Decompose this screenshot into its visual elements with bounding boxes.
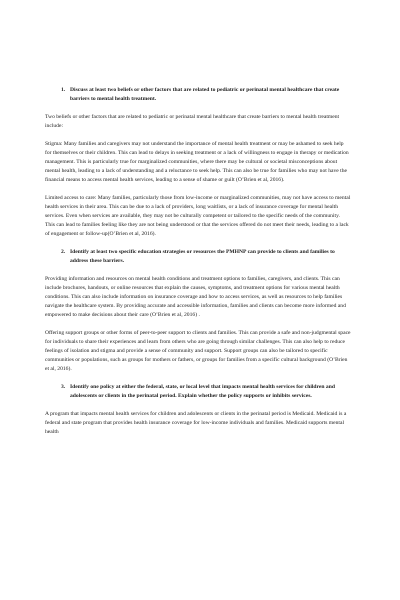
paragraph-stigma: Stigma: Many families and caregivers may not understand the importance of mental health treatment or may be ashamed to seek help for themselves or their children. This can lead to delays in seeking treatment or a lack of willingness to engage in therapy or medication management. This is particularly true for marginalized communities, where there may be cultural or societal misconceptions about mental health, leading to a lack of understanding and a reluctance to seek help. This can also be true for families who may not have the financial means to access mental health services, leading to a sense of shame or guilt (O’Brien et al, 2016). <box>45 141 349 183</box>
question-2-number: 2. <box>61 249 66 255</box>
question-1 <box>61 86 351 104</box>
question-2-text: Identify at least two specific education strategies or resources the PMHNP can provide to clients and families to address these barriers. <box>70 249 335 264</box>
question-2 <box>61 248 351 266</box>
paragraph-medicaid: A program that impacts mental health services for children and adolescents or clients in the perinatal period is Medicaid. Medicaid is a federal and state program that provides health insurance coverage for low-income individuals and families. Medicaid supports mental health <box>45 411 347 435</box>
question-3 <box>61 383 351 401</box>
paragraph-support-groups: Offering support groups or other forms of peer-to-peer support to clients and families. This can provide a safe and non-judgmental space for individuals to share their experiences and learn from others who are going through similar challenges. This can also help to reduce feelings of isolation and stigma and provide a sense of community and support. Support groups can also be tailored to specific communities or populations, such as groups for mothers or fathers, or groups for families from a specific cultural background (O’Brien et al, 2016). <box>45 330 351 372</box>
paragraph-intro: Two beliefs or other factors that are related to pediatric or perinatal mental healthcare that create barriers to mental health treatment include: <box>45 114 340 129</box>
question-1-number: 1. <box>61 87 66 93</box>
paragraph-limited-access: Limited access to care: Many families, particularly those from low-income or marginalized communities, may not have access to mental health services in their area. This can be due to a lack of providers, long waitlists, or a lack of insurance coverage for mental health services. Even when services are available, they may not be culturally competent or tailored to the specific needs of the community. This can lead to families feeling like they are not being understood or that the services offered do not meet their needs, leading to a lack of engagement or follow-up(O’Brien et al, 2016). <box>45 195 351 237</box>
paragraph-information-resources: Providing information and resources on mental health conditions and treatment options to families, caregivers, and clients. This can include brochures, handouts, or online resources that explain the causes, symptoms, and treatment options for various mental health conditions. This can also include information on insurance coverage and how to access services, as well as resources to help families navigate the healthcare system. By providing accurate and accessible information, families and clients can become more informed and empowered to make decisions about their care (O’Brien et al, 2016) . <box>45 276 346 318</box>
question-3-number: 3. <box>61 384 66 390</box>
question-1-text: Discuss at least two beliefs or other factors that are related to pediatric or perinatal mental healthcare that create barriers to mental health treatment. <box>70 87 340 102</box>
question-3-text: Identify one policy at either the federal, state, or local level that impacts mental health services for children and adolescents or clients in the perinatal period. Explain whether the policy supports or inhibits services. <box>70 384 335 399</box>
